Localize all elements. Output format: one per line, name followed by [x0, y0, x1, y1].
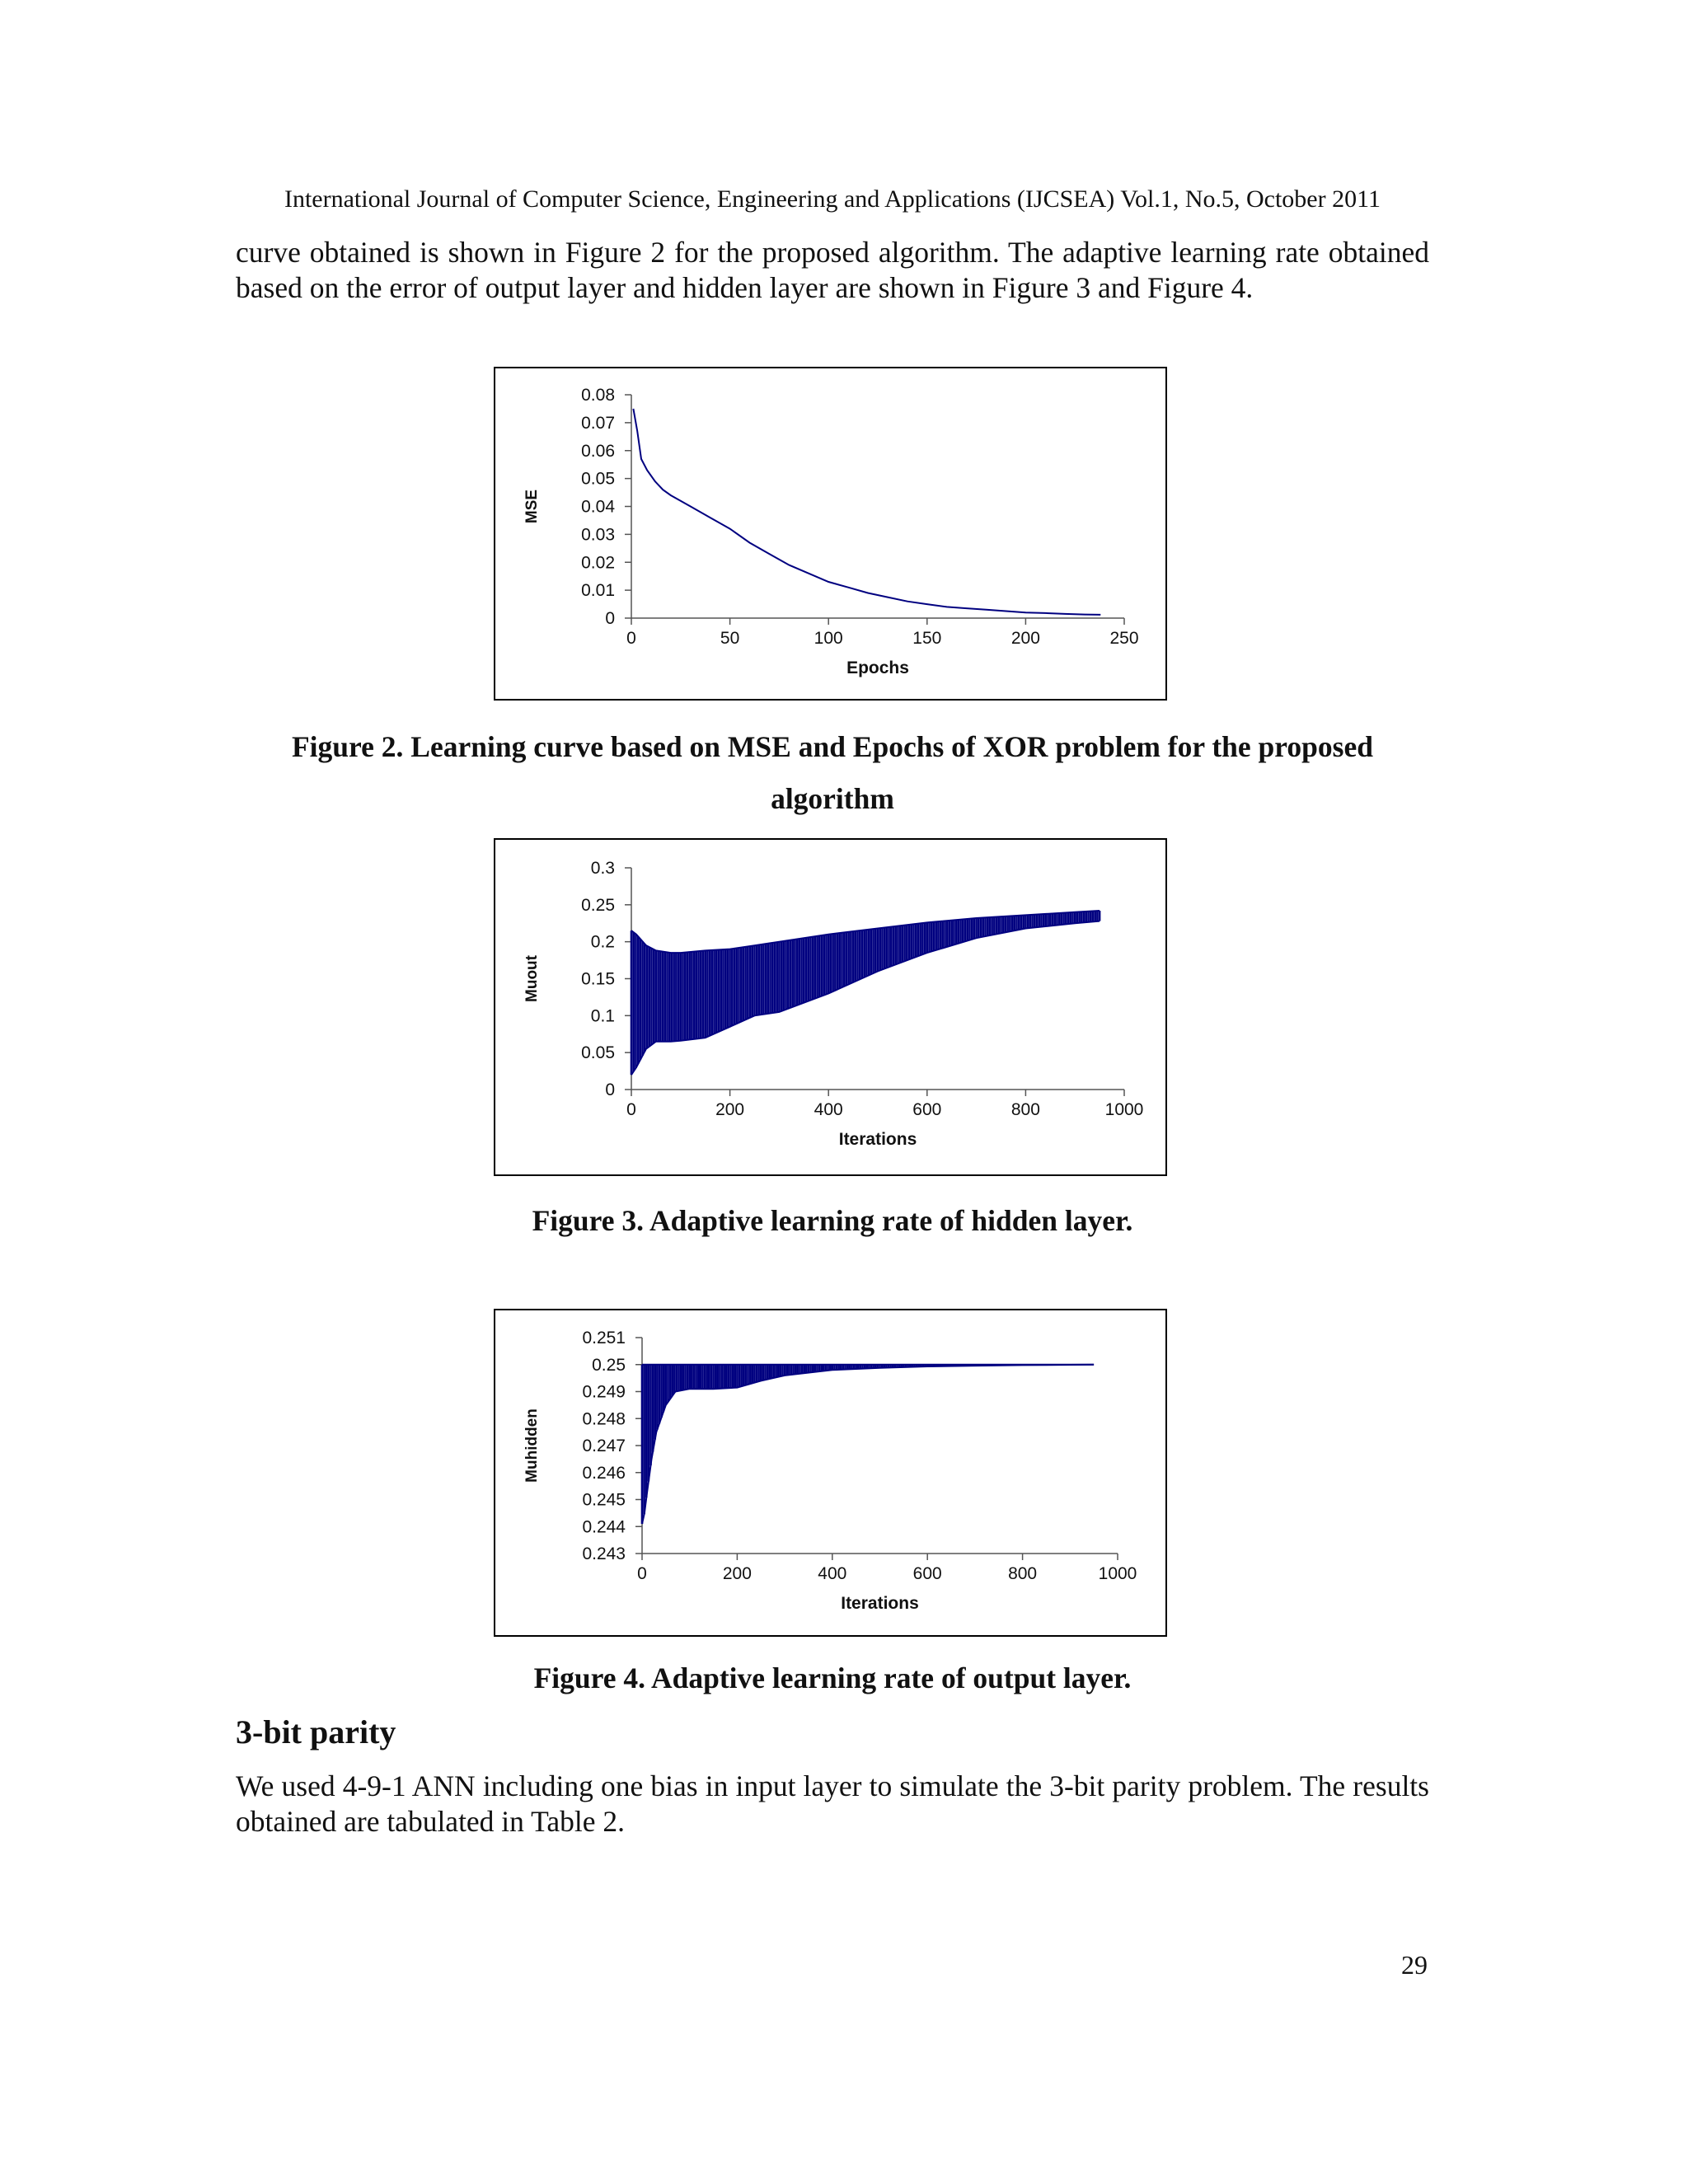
y-tick-label: 0.244 [582, 1517, 626, 1537]
x-tick-label: 1000 [1098, 1564, 1137, 1583]
x-tick-label: 0 [637, 1564, 647, 1583]
y-tick-label: 0.1 [590, 1006, 615, 1026]
x-tick-label: 1000 [1104, 1100, 1144, 1119]
x-axis-label: Iterations [838, 1130, 917, 1149]
y-tick-label: 0.05 [581, 1043, 615, 1063]
y-tick-label: 0.03 [581, 525, 615, 545]
figure2-caption: Figure 2. Learning curve based on MSE and Epochs of XOR problem for the proposed algorithm [292, 730, 1373, 815]
section-paragraph: We used 4-9-1 ANN including one bias in input layer to simulate the 3-bit parity problem. The results obtained are tabulated in Table 2. [236, 1769, 1429, 1838]
y-tick-label: 0.247 [582, 1436, 626, 1455]
figure2-chart [494, 367, 1167, 701]
y-tick-label: 0.25 [592, 1355, 626, 1375]
y-tick-label: 0.05 [581, 469, 615, 489]
intro-paragraph: curve obtained is shown in Figure 2 for the proposed algorithm. The adaptive learning rate obtained based on the error of output layer and hidden layer are shown in Figure 3 and Figure 4. [236, 236, 1429, 304]
y-tick-label: 0.25 [581, 895, 615, 915]
y-tick-label: 0.3 [590, 859, 615, 878]
y-tick-label: 0.248 [582, 1409, 626, 1429]
x-tick-label: 600 [912, 1100, 942, 1119]
x-tick-label: 400 [814, 1100, 843, 1119]
figure3-caption: Figure 3. Adaptive learning rate of hidden layer. [532, 1204, 1133, 1237]
x-tick-label: 100 [814, 629, 843, 648]
x-tick-label: 0 [626, 1100, 636, 1119]
x-axis-label: Epochs [846, 658, 909, 677]
y-tick-label: 0.249 [582, 1382, 626, 1402]
y-tick-label: 0.06 [581, 441, 615, 461]
figure2-svg [495, 368, 1165, 698]
x-tick-label: 250 [1109, 629, 1139, 648]
x-tick-label: 600 [912, 1564, 942, 1583]
y-tick-label: 0.15 [581, 969, 615, 989]
y-tick-label: 0.245 [582, 1490, 626, 1510]
x-tick-label: 50 [720, 629, 740, 648]
mse-series-line [633, 409, 1100, 615]
page-number: 29 [1401, 1950, 1428, 1980]
figure4-svg [495, 1310, 1165, 1634]
y-axis-label: Muout [523, 955, 541, 1002]
x-tick-label: 150 [912, 629, 942, 648]
y-tick-label: 0.251 [582, 1329, 626, 1347]
x-tick-label: 400 [818, 1564, 847, 1583]
y-tick-label: 0.02 [581, 553, 615, 573]
figure4-chart [494, 1309, 1167, 1637]
y-tick-label: 0 [605, 609, 615, 628]
y-axis-label: Muhidden [523, 1408, 541, 1483]
lower-envelope-line [642, 1365, 1094, 1524]
y-tick-label: 0.08 [581, 386, 615, 405]
figure4-caption: Figure 4. Adaptive learning rate of output layer. [533, 1661, 1132, 1694]
y-tick-label: 0.2 [590, 932, 615, 952]
y-axis-label: MSE [523, 489, 541, 524]
figure3-svg [495, 840, 1165, 1174]
x-tick-label: 200 [722, 1564, 752, 1583]
journal-header: International Journal of Computer Science, Engineering and Applications (IJCSEA) Vol.1, No.5, October 2011 [284, 185, 1381, 213]
x-tick-label: 0 [626, 629, 636, 648]
x-axis-label: Iterations [841, 1594, 919, 1613]
y-tick-label: 0.246 [582, 1463, 626, 1483]
x-tick-label: 200 [715, 1100, 745, 1119]
y-tick-label: 0.04 [581, 497, 615, 517]
x-tick-label: 800 [1008, 1564, 1038, 1583]
section-title: 3-bit parity [236, 1713, 396, 1750]
y-tick-label: 0 [605, 1080, 615, 1099]
y-tick-label: 0.01 [581, 581, 615, 601]
y-tick-label: 0.07 [581, 413, 615, 433]
x-tick-label: 800 [1010, 1100, 1040, 1119]
y-tick-label: 0.243 [582, 1544, 626, 1563]
x-tick-label: 200 [1010, 629, 1040, 648]
band-series [631, 911, 1100, 1075]
figure3-chart [494, 838, 1167, 1176]
